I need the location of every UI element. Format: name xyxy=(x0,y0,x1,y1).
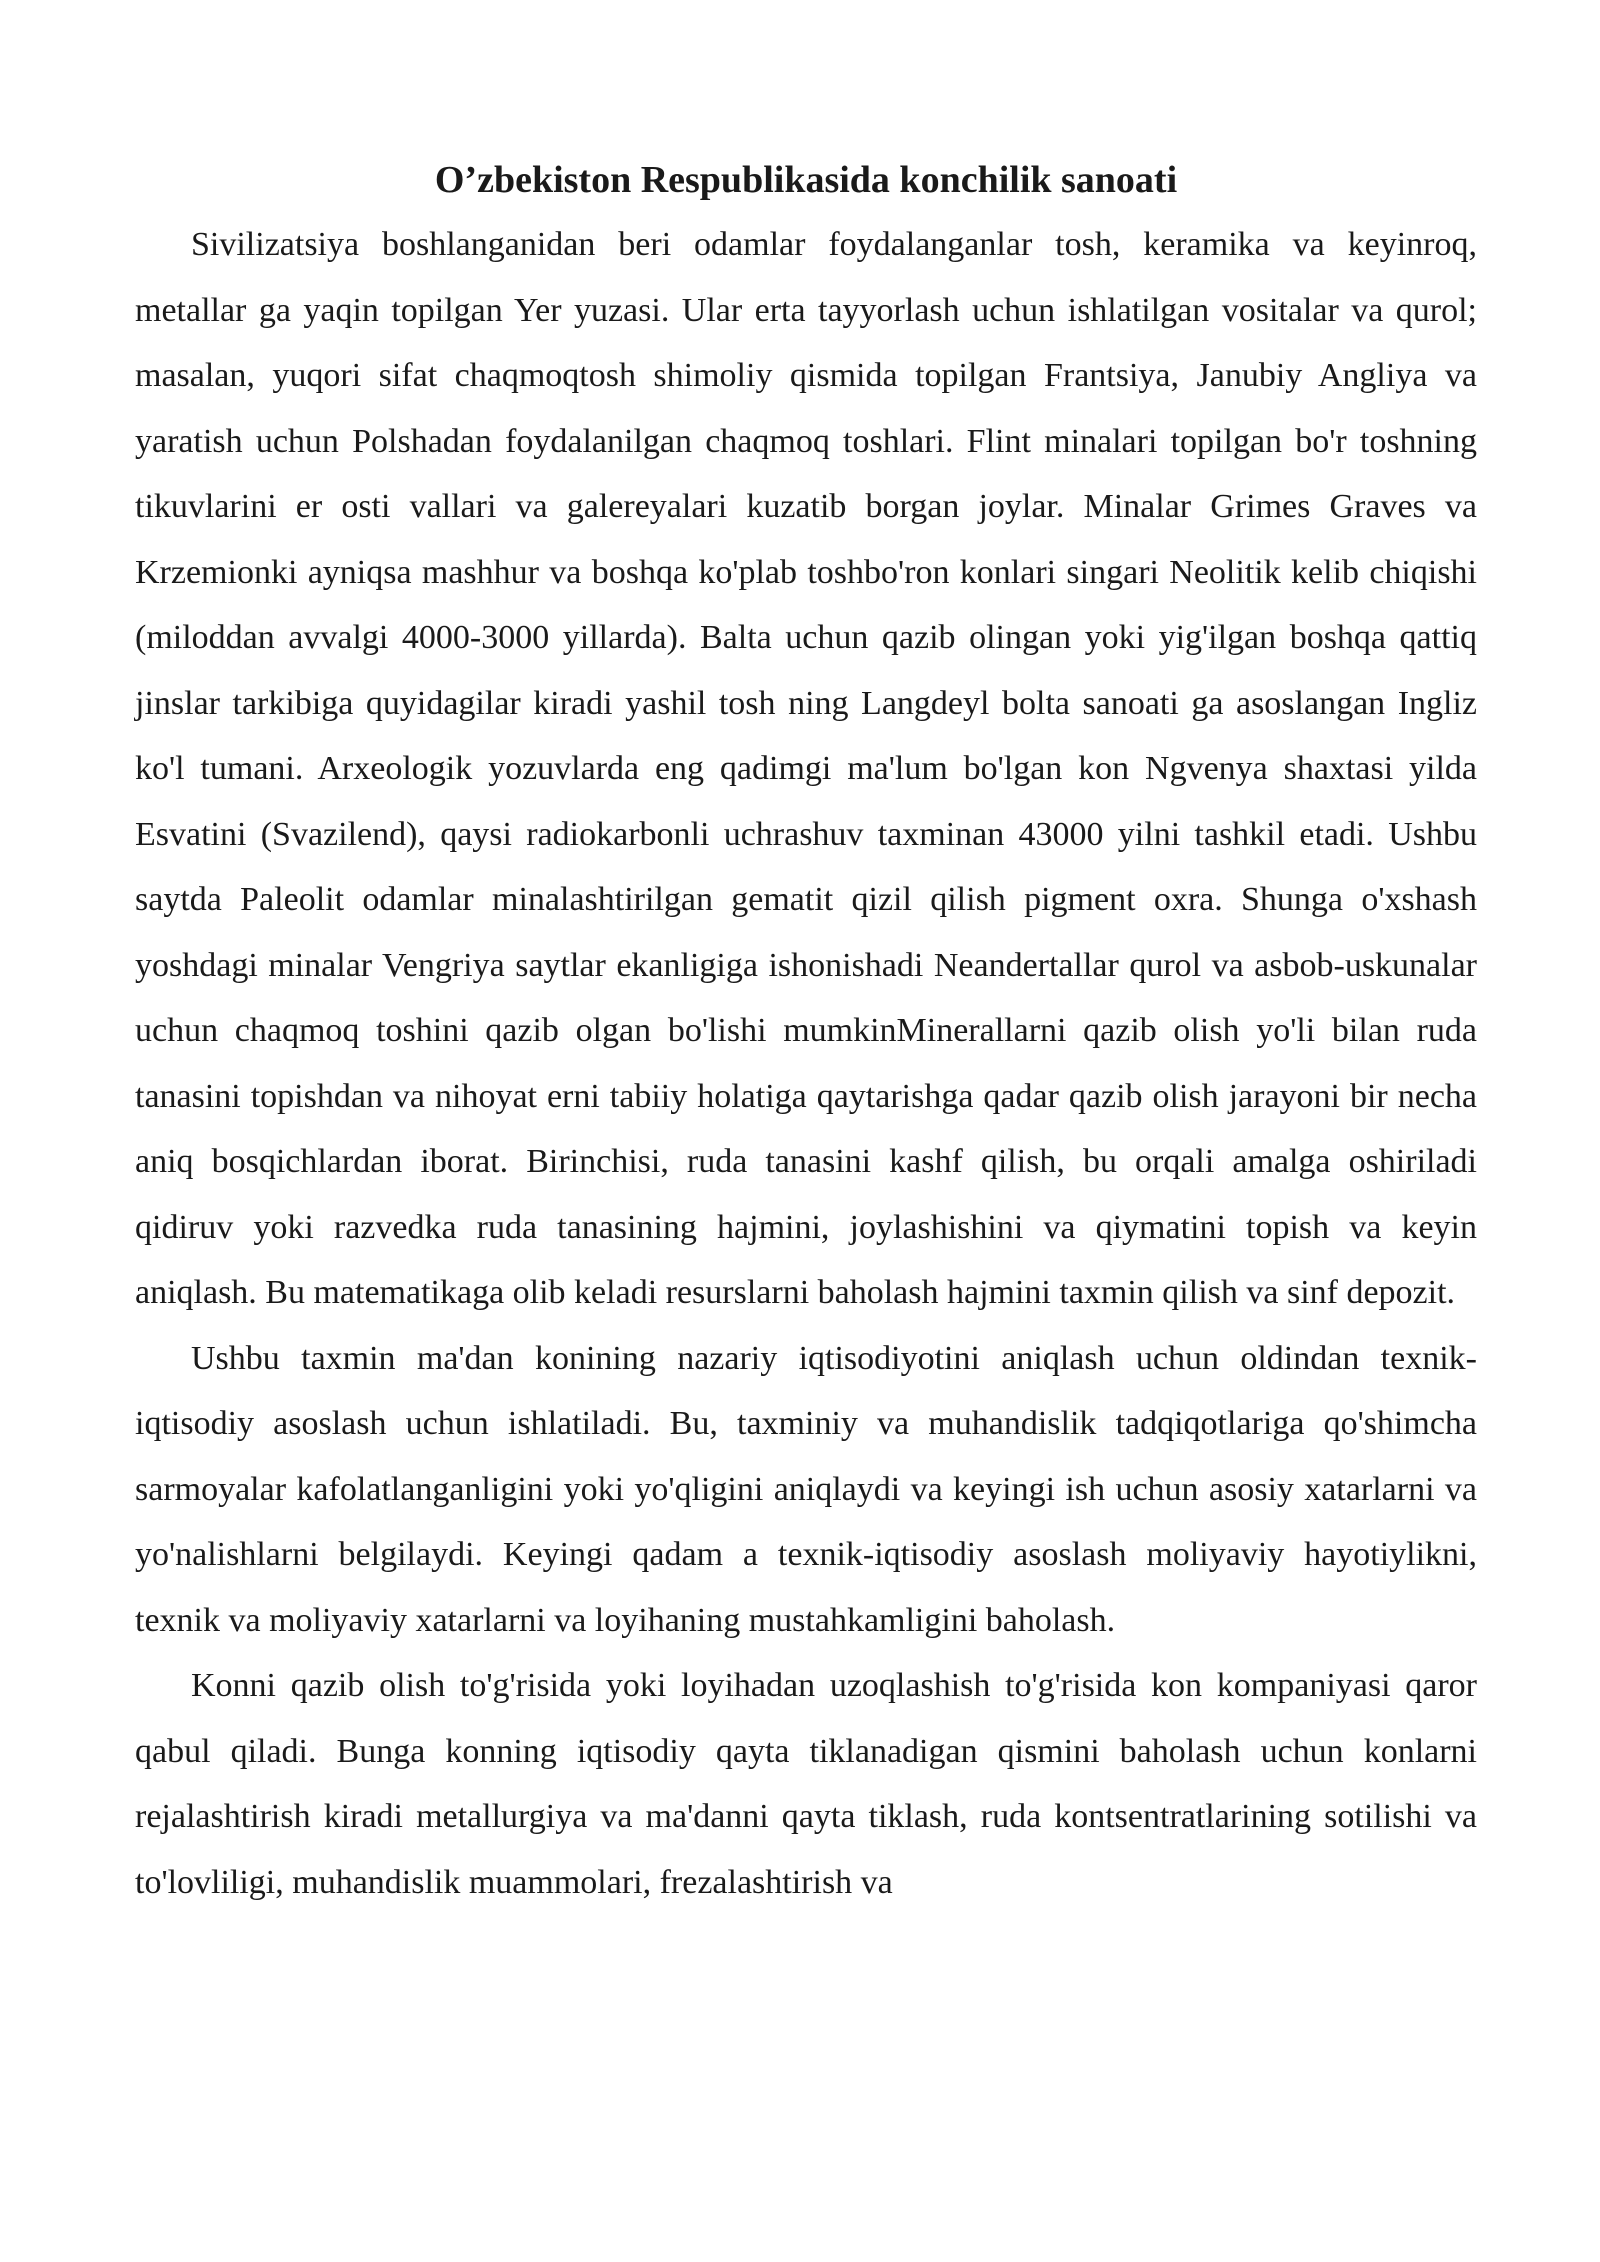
paragraph-1: Sivilizatsiya boshlanganidan beri odamlar foydalanganlar tosh, keramika va keyinroq, metallar ga yaqin topilgan Yer yuzasi. Ular erta tayyorlash uchun ishlatilgan vositalar va qurol; masalan, yuqori sifat chaqmoqtosh shimoliy qismida topilgan Frantsiya, Janubiy Angliya va yaratish uchun Polshadan foydalanilgan chaqmoq toshlari. Flint minalari topilgan bo'r toshning tikuvlarini er osti vallari va galereyalari kuzatib borgan joylar. Minalar Grimes Graves va Krzemionki ayniqsa mashhur va boshqa ko'plab toshbo'ron konlari singari Neolitik kelib chiqishi (miloddan avvalgi 4000-3000 yillarda). Balta uchun qazib olingan yoki yig'ilgan boshqa qattiq jinslar tarkibiga quyidagilar kiradi yashil tosh ning Langdeyl bolta sanoati ga asoslangan Ingliz ko'l tumani. Arxeologik yozuvlarda eng qadimgi ma'lum bo'lgan kon Ngvenya shaxtasi yilda Esvatini (Svazilend), qaysi radiokarbonli uchrashuv taxminan 43000 yilni tashkil etadi. Ushbu saytda Paleolit odamlar minalashtirilgan gematit qizil qilish pigment oxra. Shunga o'xshash yoshdagi minalar Vengriya saytlar ekanligiga ishonishadi Neandertallar qurol va asbob-uskunalar uchun chaqmoq toshini qazib olgan bo'lishi mumkinMinerallarni qazib olish yo'li bilan ruda tanasini topishdan va nihoyat erni tabiiy holatiga qaytarishga qadar qazib olish jarayoni bir necha aniq bosqichlardan iborat. Birinchisi, ruda tanasini kashf qilish, bu orqali amalga oshiriladi qidiruv yoki razvedka ruda tanasining hajmini, joylashishini va qiymatini topish va keyin aniqlash. Bu matematikaga olib keladi resurslarni baholash hajmini taxmin qilish va sinf depozit. xyxy=(135,226,1477,1311)
document-title: O’zbekiston Respublikasida konchilik sanoati xyxy=(434,159,1178,201)
document-page xyxy=(135,150,1477,1915)
paragraph-2: Ushbu taxmin ma'dan konining nazariy iqtisodiyotini aniqlash uchun oldindan texnik-iqtisodiy asoslash uchun ishlatiladi. Bu, taxminiy va muhandislik tadqiqotlariga qo'shimcha sarmoyalar kafolatlanganligini yoki yo'qligini aniqlaydi va keyingi ish uchun asosiy xatarlarni va yo'nalishlarni belgilaydi. Keyingi qadam a texnik-iqtisodiy asoslash moliyaviy hayotiylikni, texnik va moliyaviy xatarlarni va loyihaning mustahkamligini baholash. xyxy=(135,1339,1477,1639)
paragraph-3: Konni qazib olish to'g'risida yoki loyihadan uzoqlashish to'g'risida kon kompaniyasi qaror qabul qiladi. Bunga konning iqtisodiy qayta tiklanadigan qismini baholash uchun konlarni rejalashtirish kiradi metallurgiya va ma'danni qayta tiklash, ruda kontsentratlarining sotilishi va to'lovliligi, muhandislik muammolari, frezalashtirish va xyxy=(135,1667,1477,1901)
